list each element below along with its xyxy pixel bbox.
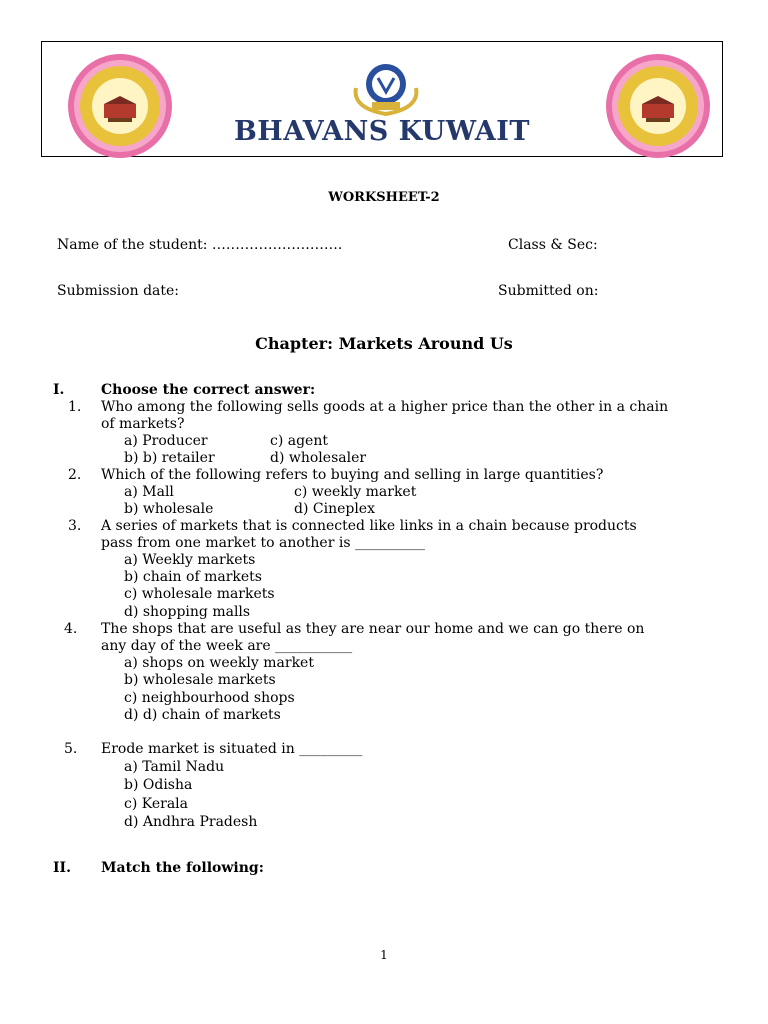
question-1-text: Who among the following sells goods at a higher price than the other in a chain <box>101 399 669 415</box>
question-3-option-d: d) shopping malls <box>124 604 251 620</box>
question-1-number: 1. <box>68 399 82 415</box>
question-5-option-a: a) Tamil Nadu <box>124 759 225 775</box>
worksheet-title: WORKSHEET-2 <box>328 190 440 205</box>
question-1-text-cont: of markets? <box>101 416 185 432</box>
question-2-number: 2. <box>68 467 82 483</box>
question-2-option-c: c) weekly market <box>294 484 417 500</box>
question-2-option-d: d) Cineplex <box>294 501 375 517</box>
question-4-option-d: d) d) chain of markets <box>124 707 281 723</box>
question-5-number: 5. <box>64 741 78 757</box>
class-section-label: Class & Sec: <box>508 237 598 253</box>
school-name-heading: BHAVANS KUWAIT <box>233 116 530 147</box>
question-4-option-a: a) shops on weekly market <box>124 655 314 671</box>
submitted-on-label: Submitted on: <box>498 283 599 299</box>
question-3-option-c: c) wholesale markets <box>124 586 275 602</box>
section-2-numeral: II. <box>53 860 71 876</box>
page-number: 1 <box>380 948 388 962</box>
question-5-text: Erode market is situated in _________ <box>101 741 363 757</box>
school-crest-logo <box>348 58 424 118</box>
question-1-option-d: d) wholesaler <box>270 450 367 466</box>
chapter-heading: Chapter: Markets Around Us <box>255 334 513 353</box>
question-1-option-a: a) Producer <box>124 433 208 449</box>
question-2-option-b: b) wholesale <box>124 501 214 517</box>
question-4-number: 4. <box>64 621 78 637</box>
question-5-option-d: d) Andhra Pradesh <box>124 814 258 830</box>
question-4-text-cont: any day of the week are ___________ <box>101 638 353 654</box>
question-3-option-a: a) Weekly markets <box>124 552 256 568</box>
question-4-option-c: c) neighbourhood shops <box>124 690 295 706</box>
question-3-text-cont: pass from one market to another is __________ <box>101 535 425 551</box>
question-3-number: 3. <box>68 518 82 534</box>
submission-date-label: Submission date: <box>57 283 180 299</box>
question-2-text: Which of the following refers to buying and selling in large quantities? <box>101 467 604 483</box>
student-name-label: Name of the student: ………………………. <box>57 237 343 253</box>
header-banner <box>41 41 723 157</box>
question-3-option-b: b) chain of markets <box>124 569 262 585</box>
section-1-heading: Choose the correct answer: <box>101 382 316 398</box>
question-4-option-b: b) wholesale markets <box>124 672 276 688</box>
section-2-heading: Match the following: <box>101 860 264 876</box>
question-5-option-b: b) Odisha <box>124 777 193 793</box>
section-1-numeral: I. <box>53 382 65 398</box>
question-4-text: The shops that are useful as they are near our home and we can go there on <box>101 621 645 637</box>
question-3-text: A series of markets that is connected like links in a chain because products <box>101 518 637 534</box>
question-1-option-c: c) agent <box>270 433 328 449</box>
question-2-option-a: a) Mall <box>124 484 174 500</box>
question-5-option-c: c) Kerala <box>124 796 188 812</box>
question-1-option-b: b) b) retailer <box>124 450 215 466</box>
